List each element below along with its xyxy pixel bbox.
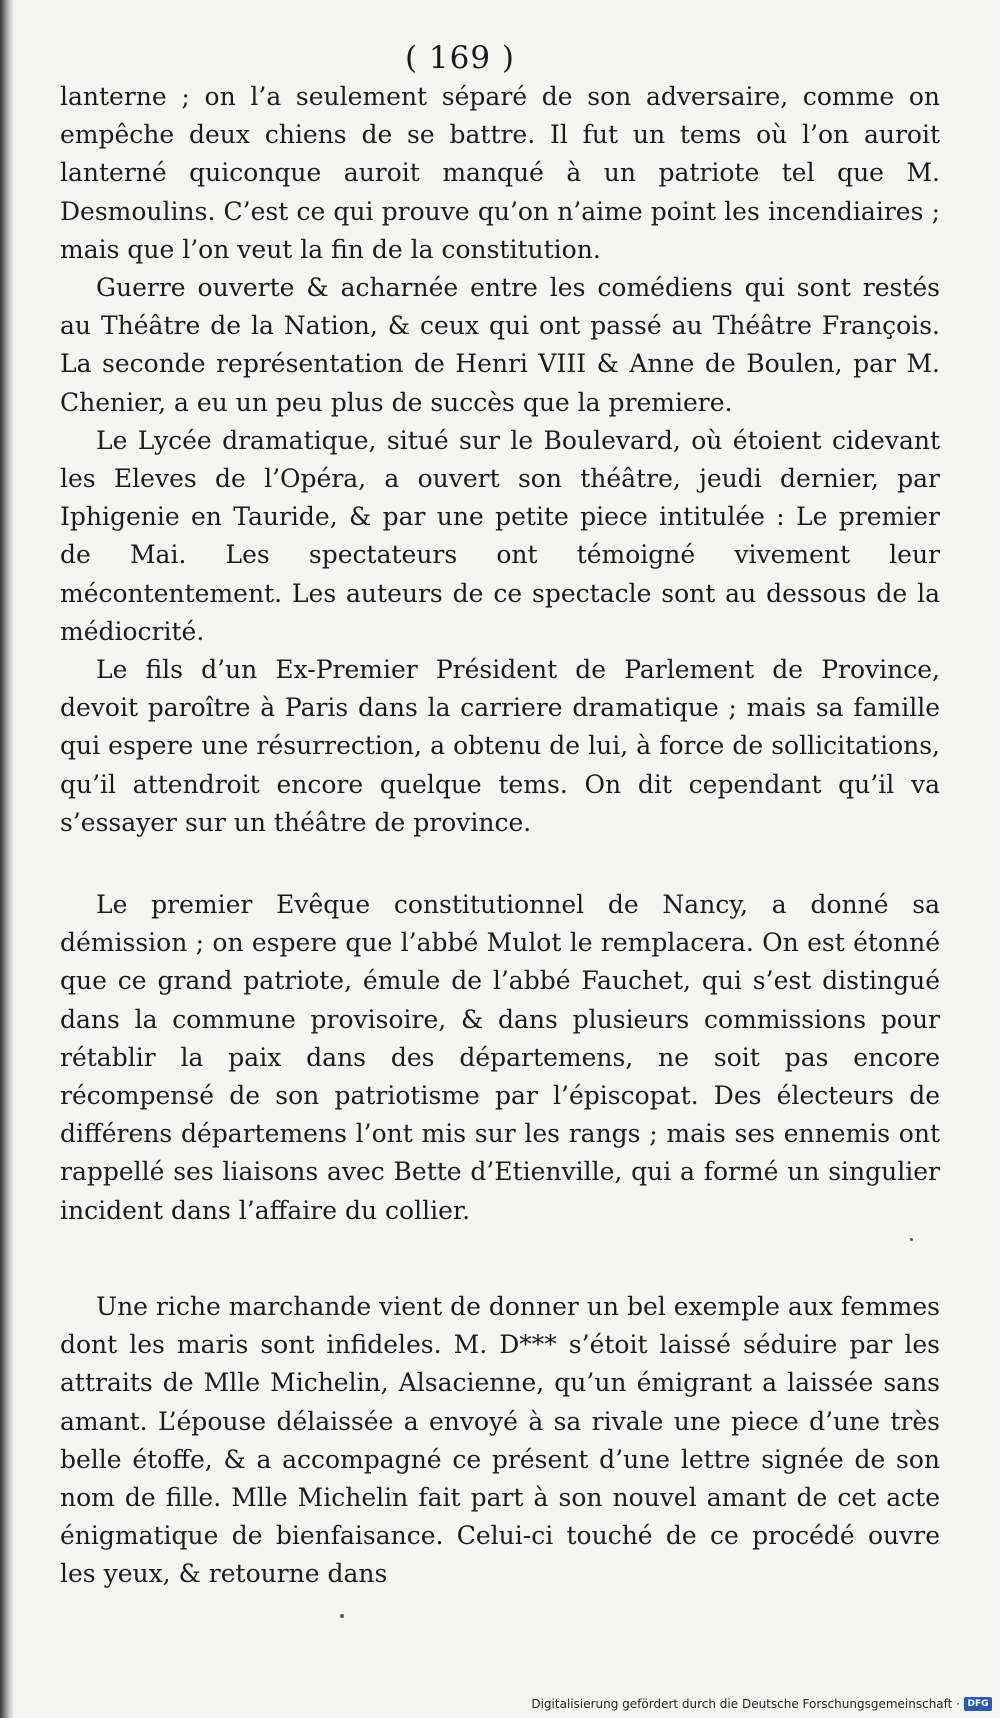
ink-speck (340, 1614, 344, 1618)
paragraph: Le premier Evêque constitutionnel de Nancy, a donné sa démission ; on espere que l’abbé Mulot le remplacera. On est étonné que ce grand patriote, émule de l’abbé Fauchet, qui s’est distingué dans la commune provisoire, & dans plusieurs commissions pour rétablir la paix dans des départemens, ne soit pas encore récompensé de son patriotisme par l’épiscopat. Des électeurs de différens départemens l’ont mis sur les rangs ; mais ses ennemis ont rappellé ses liaisons avec Bette d’Etienville, qui a formé un singulier incident dans l’affaire du collier. (60, 890, 940, 1225)
page-number: ( 169 ) (404, 40, 516, 76)
dfg-logo-icon: DFG (964, 1697, 992, 1711)
page-binding-shadow (0, 0, 14, 1718)
paragraph: Le Lycée dramatique, situé sur le Boulevard, où étoient cidevant les Eleves de l’Opéra, a ouvert son théâtre, jeudi dernier, par Iphigenie en Tauride, & par une petite piece intitulée : Le premier de Mai. Les spectateurs ont témoigné vivement leur mécontentement. Les auteurs de ce spectacle sont au dessous de la médiocrité. (60, 425, 940, 646)
paragraph: Le fils d’un Ex-Premier Président de Parlement de Province, devoit paroître à Paris dans la carriere dramatique ; mais sa famille qui espere une résurrection, a obtenu de lui, à force de sollicitations, qu’il attendroit encore quelque tems. On dit cependant qu’il va s’essayer sur un théâtre de province. (60, 655, 940, 837)
text-block-3 (60, 1288, 940, 1594)
text-block-2 (60, 886, 940, 1230)
paragraph: Une riche marchande vient de donner un bel exemple aux femmes dont les maris sont infideles. M. D*** s’étoit laissé séduire par les attraits de Mlle Michelin, Alsacienne, qu’un émigrant a laissée sans amant. L’épouse délaissée a envoyé à sa rivale une piece d’une très belle étoffe, & a accompagné ce présent d’une lettre signée de son nom de fille. Mlle Michelin fait part à son nouvel amant de cet acte énigmatique de bienfaisance. Celui-ci touché de ce procédé ouvre les yeux, & retourne dans (60, 1292, 940, 1589)
text-block-1 (60, 78, 940, 842)
ink-speck (910, 1238, 913, 1241)
digitization-footer (531, 1694, 992, 1714)
footer-credit: Digitalisierung gefördert durch die Deutsche Forschungsgemeinschaft · (531, 1697, 960, 1711)
paragraph: Guerre ouverte & acharnée entre les comédiens qui sont restés au Théâtre de la Nation, & ceux qui ont passé au Théâtre François. La seconde représentation de Henri VIII & Anne de Boulen, par M. Chenier, a eu un peu plus de succès que la premiere. (60, 273, 940, 417)
paragraph: lanterne ; on l’a seulement séparé de son adversaire, comme on empêche deux chiens de se battre. Il fut un tems où l’on auroit lanterné quiconque auroit manqué à un patriote tel que M. Desmoulins. C’est ce qui prouve qu’on n’aime point les incendiaires ; mais que l’on veut la fin de la constitution. (60, 82, 940, 264)
